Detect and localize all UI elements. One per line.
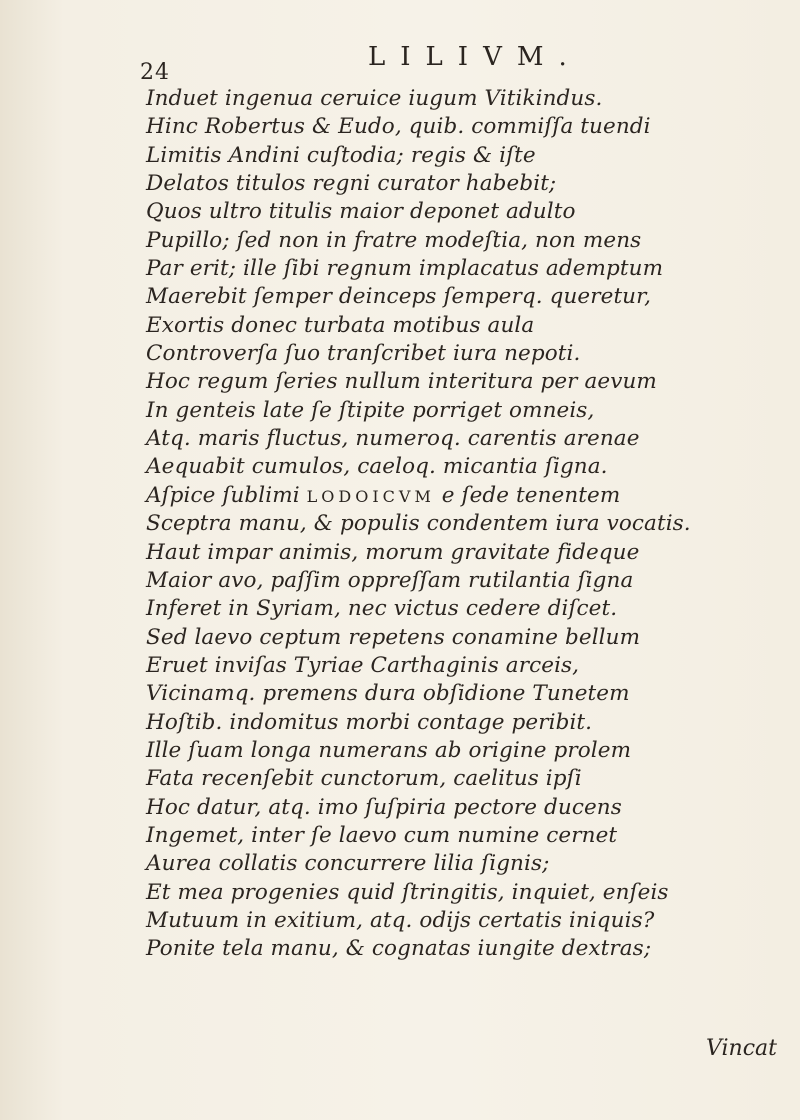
running-head: LILIVM.	[368, 42, 582, 72]
verse-line: Induet ingenua ceruice iugum Vitikindus.	[146, 86, 603, 111]
verse-line: Ponite tela manu, & cognatas iungite dextras;	[146, 936, 652, 962]
page-header	[140, 42, 640, 85]
verse-line: Hoſtib. indomitus morbi contage peribit.	[146, 709, 593, 735]
verse-line: Controverſa ſuo tranſcribet iura nepoti.	[146, 341, 581, 367]
verse-line: In genteis late ſe ſtipite porriget omneis,	[146, 397, 595, 423]
verse-segment: Aſpice ſublimi	[146, 482, 307, 508]
verse-line: Eruet inviſas Tyriae Carthaginis arceis,	[146, 652, 580, 678]
page-number: 24	[140, 60, 170, 85]
verse-line: Atq. maris fluctus, numeroq. carentis arenae	[146, 426, 640, 452]
verse-line: Vicinamq. premens dura obſidione Tunetem	[146, 681, 630, 707]
verse-line: Aurea collatis concurrere lilia ſignis;	[146, 851, 550, 877]
verse-line: Sceptra manu, & populis condentem iura vocatis.	[146, 511, 691, 537]
verse-line: Inferet in Syriam, nec victus cedere diſcet.	[146, 596, 618, 622]
verse-line: Pupillo; ſed non in fratre modeſtia, non mens	[146, 227, 642, 253]
verse-line: Delatos titulos regni curator habebit;	[146, 171, 557, 197]
verse-line: Maerebit ſemper deinceps ſemperq. queretur,	[146, 284, 652, 310]
verse-segment: e ſede tenentem	[434, 482, 621, 508]
verse-line: Quos ultro titulis maior deponet adulto	[146, 199, 576, 225]
verse-line: Hoc datur, atq. imo ſuſpiria pectore ducens	[146, 794, 622, 820]
verse-line: Maior avo, paſſim oppreſſam rutilantia ſigna	[146, 567, 634, 593]
verse-line: Ille ſuam longa numerans ab origine prolem	[146, 737, 632, 763]
verse-line: Hoc regum ſeries nullum interitura per aevum	[146, 369, 657, 395]
verse-line: Mutuum in exitium, atq. odijs certatis iniquis?	[146, 907, 655, 933]
verse-line: Hinc Robertus & Eudo, quib. commiſſa tuendi	[146, 114, 651, 140]
verse-line: Exortis donec turbata motibus aula	[146, 312, 535, 338]
verse-line: Sed laevo ceptum repetens conamine bellum	[146, 624, 641, 650]
verse-line: Limitis Andini cuſtodia; regis & iſte	[146, 142, 536, 168]
verse-line: Ingemet, inter ſe laevo cum numine cernet	[146, 822, 618, 848]
verse-line: Et mea progenies quid ſtringitis, inquiet, enſeis	[146, 879, 669, 905]
verse-line: Par erit; ille ſibi regnum implacatus ademptum	[146, 256, 664, 282]
verse-block	[146, 85, 691, 964]
catchword: Vincat	[706, 1036, 777, 1061]
verse-line: Aequabit cumulos, caeloq. micantia ſigna.	[146, 454, 608, 480]
verse-line	[146, 482, 646, 510]
verse-line: Fata recenſebit cunctorum, caelitus ipſi	[146, 766, 582, 792]
small-caps-name: LODOICVM	[306, 486, 435, 506]
verse-line: Haut impar animis, morum gravitate fideque	[146, 539, 640, 565]
